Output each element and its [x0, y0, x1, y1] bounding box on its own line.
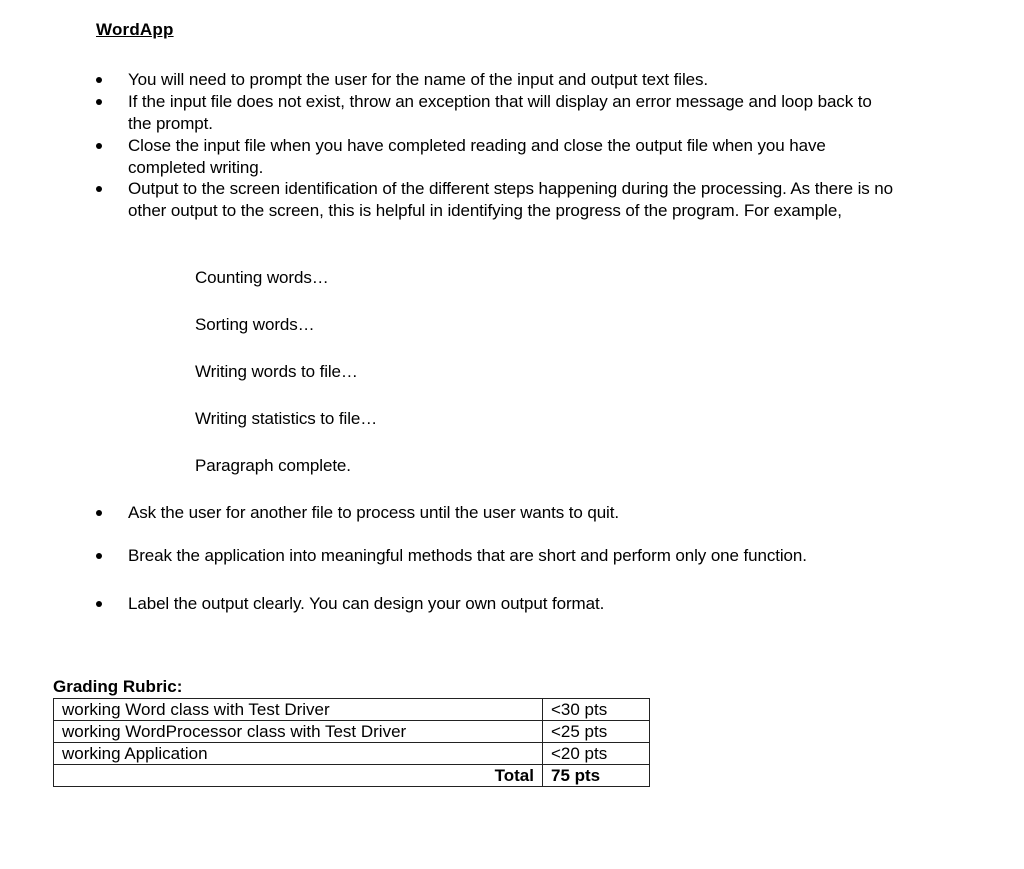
bullet-icon: [96, 553, 102, 559]
table-row-total: [54, 765, 650, 787]
rubric-table: [53, 698, 650, 787]
list-item-text: Ask the user for another file to process until the user wants to quit.: [128, 503, 619, 522]
table-row: [54, 743, 650, 765]
table-row: [54, 721, 650, 743]
bullet-icon: [96, 143, 102, 149]
table-row: [54, 699, 650, 721]
list-item: [128, 593, 898, 615]
rubric-total-value: 75 pts: [543, 765, 650, 787]
rubric-points: <30 pts: [543, 699, 650, 721]
list-item: [128, 178, 898, 221]
bullet-icon: [96, 99, 102, 105]
rubric-heading: Grading Rubric:: [53, 677, 183, 696]
list-item: [128, 502, 898, 524]
list-item: [128, 91, 898, 134]
list-item-text: If the input file does not exist, throw an exception that will display an error message and loop back to the prompt.: [128, 92, 872, 133]
bullet-icon: [96, 601, 102, 607]
bullet-icon: [96, 77, 102, 83]
list-item-text: Label the output clearly. You can design your own output format.: [128, 594, 605, 613]
bullet-icon: [96, 510, 102, 516]
rubric-item: working Application: [54, 743, 543, 765]
example-output-line: Sorting words…: [195, 315, 315, 334]
list-item-text: You will need to prompt the user for the name of the input and output text files.: [128, 70, 709, 89]
list-item-text: Break the application into meaningful methods that are short and perform only one function.: [128, 546, 807, 565]
rubric-total-label: Total: [54, 765, 543, 787]
list-item-text: Close the input file when you have completed reading and close the output file when you have completed writing.: [128, 136, 826, 177]
list-item-text: Output to the screen identification of the different steps happening during the processing. As there is no other output to the screen, this is helpful in identifying the progress of the program. For example,: [128, 179, 893, 220]
rubric-item: working Word class with Test Driver: [54, 699, 543, 721]
bullet-icon: [96, 186, 102, 192]
example-output-line: Writing statistics to file…: [195, 409, 378, 428]
list-item: [128, 69, 898, 91]
example-output-line: Counting words…: [195, 268, 329, 287]
document-title: WordApp: [96, 20, 174, 39]
rubric-points: <25 pts: [543, 721, 650, 743]
example-output-line: Paragraph complete.: [195, 456, 351, 475]
rubric-item: working WordProcessor class with Test Driver: [54, 721, 543, 743]
rubric-points: <20 pts: [543, 743, 650, 765]
list-item: [128, 135, 898, 178]
example-output-line: Writing words to file…: [195, 362, 358, 381]
list-item: [128, 545, 898, 567]
